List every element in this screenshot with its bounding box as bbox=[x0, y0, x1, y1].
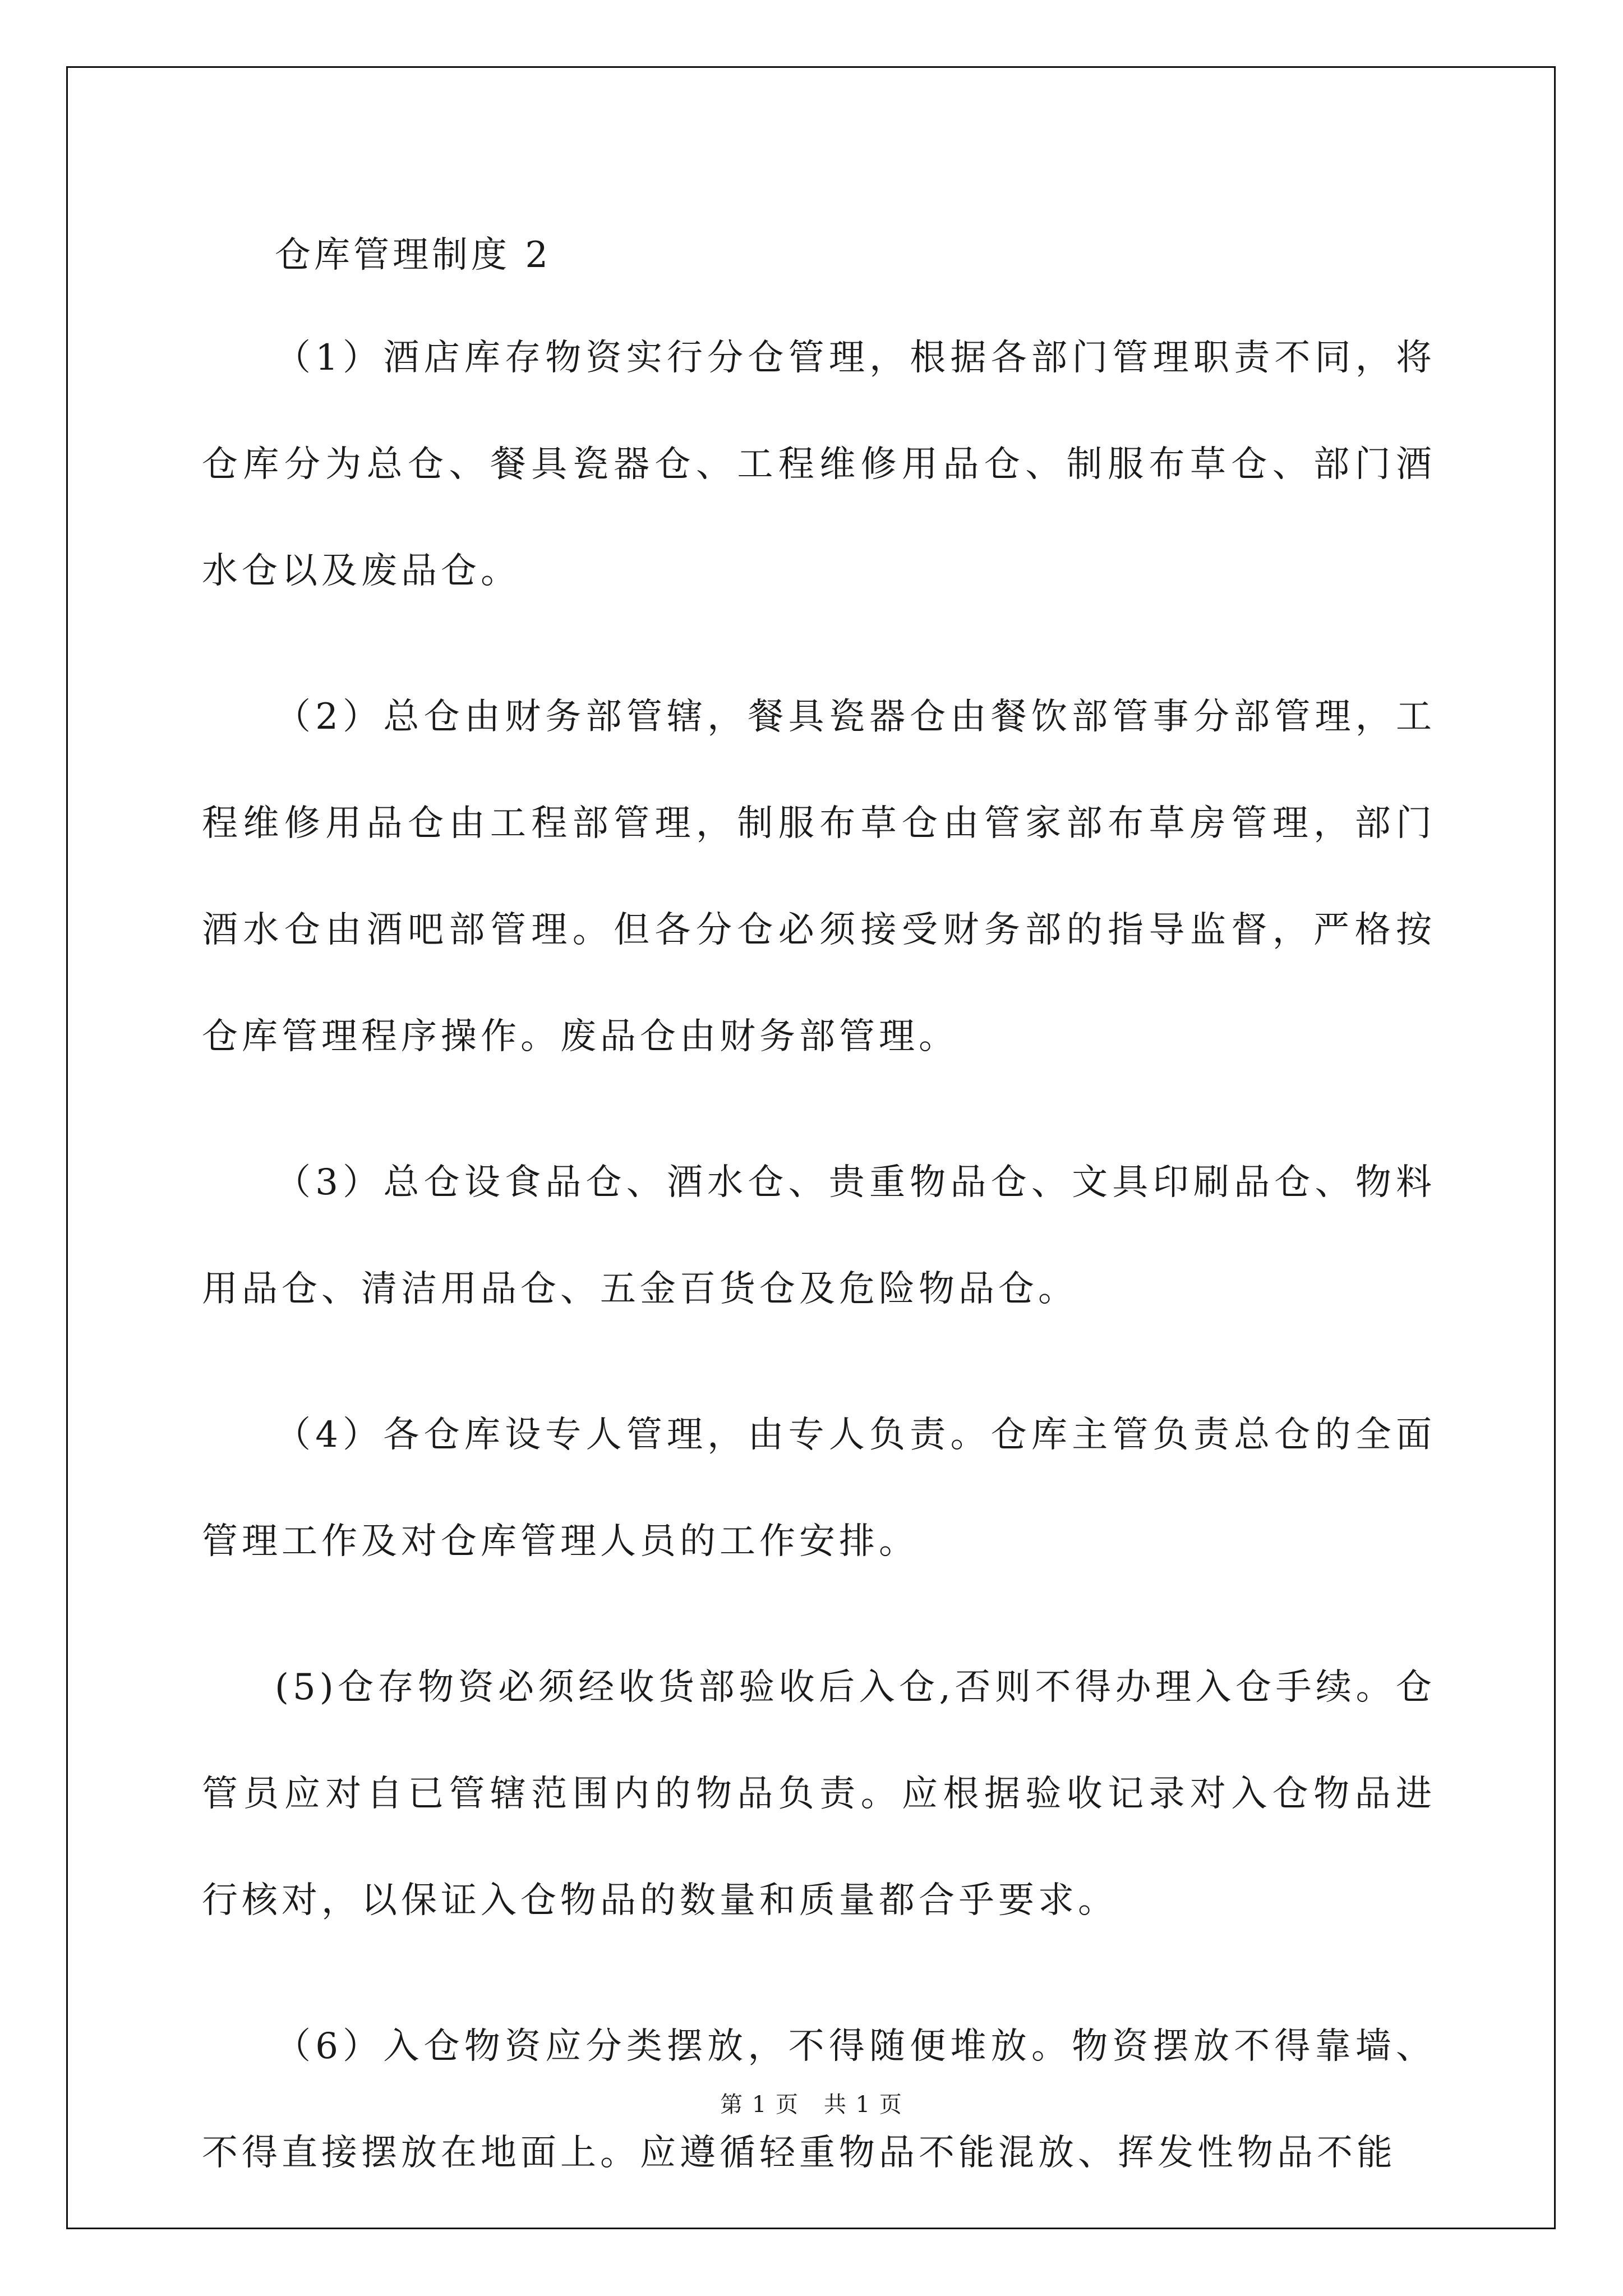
document-body bbox=[202, 222, 1436, 2206]
paragraph-2: （2）总仓由财务部管辖，餐具瓷器仓由餐饮部管事分部管理，工程维修用品仓由工程部管理，制服布草仓由管家部布草房管理，部门酒水仓由酒吧部管理。但各分仓必须接受财务部的指导监督，严格按仓库管理程序操作。废品仓由财务部管理。 bbox=[202, 696, 1436, 1057]
paragraph-1: （1）酒店库存物资实行分仓管理，根据各部门管理职责不同，将仓库分为总仓、餐具瓷器仓、工程维修用品仓、制服布草仓、部门酒水仓以及废品仓。 bbox=[202, 337, 1436, 592]
page-number: 第 1 页 bbox=[720, 2092, 799, 2118]
document-title: 仓库管理制度 2 bbox=[275, 234, 552, 276]
paragraph-3: （3）总仓设食品仓、酒水仓、贵重物品仓、文具印刷品仓、物料用品仓、清洁用品仓、五金百货仓及危险物品仓。 bbox=[202, 1162, 1436, 1310]
paragraph-5: (5)仓存物资必须经收货部验收后入仓,否则不得办理入仓手续。仓管员应对自已管辖范围内的物品负责。应根据验收记录对入仓物品进行核对，以保证入仓物品的数量和质量都合乎要求。 bbox=[202, 1667, 1436, 1921]
page-total: 共 1 页 bbox=[824, 2092, 903, 2118]
page-footer bbox=[0, 2088, 1623, 2122]
paragraph-4: （4）各仓库设专人管理，由专人负责。仓库主管负责总仓的全面管理工作及对仓库管理人员的工作安排。 bbox=[202, 1414, 1436, 1562]
paragraph-6: （6）入仓物资应分类摆放，不得随便堆放。物资摆放不得靠墙、不得直接摆放在地面上。应遵循轻重物品不能混放、挥发性物品不能 bbox=[202, 2026, 1436, 2174]
